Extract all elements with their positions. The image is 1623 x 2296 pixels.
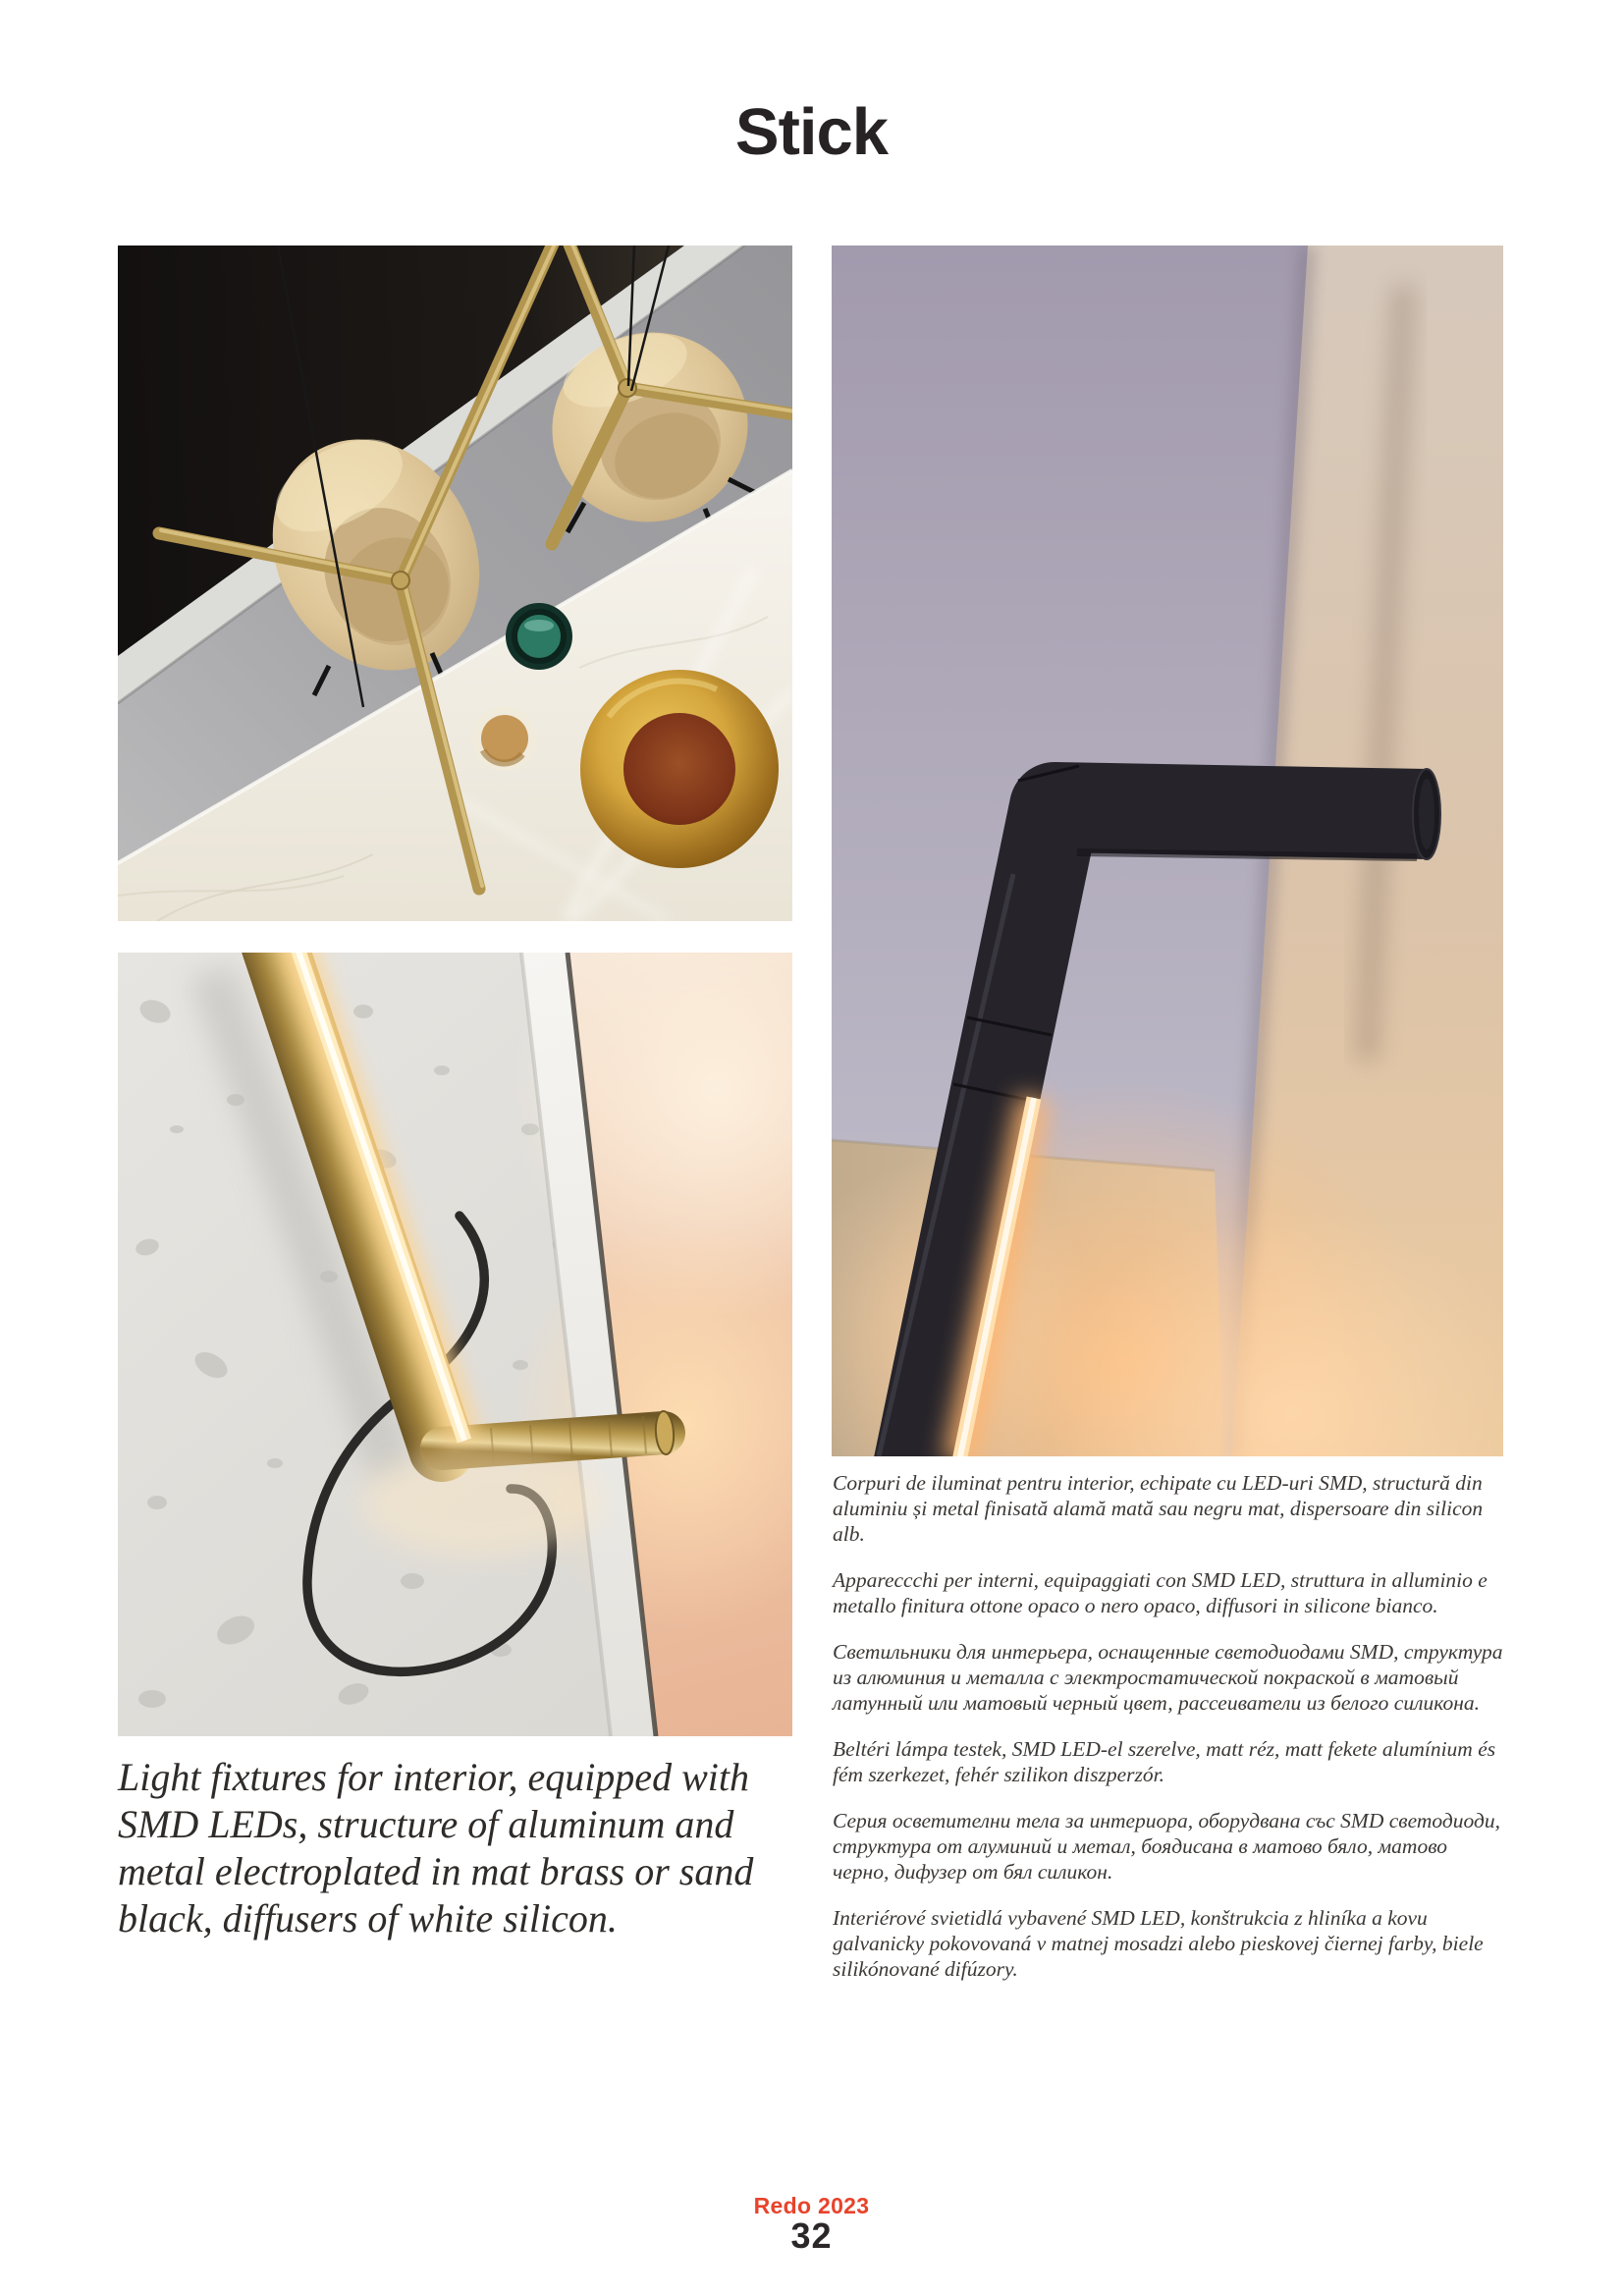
page-footer xyxy=(0,2193,1623,2254)
description-paragraph-ru: Светильники для интерьера, оснащенные светодиодами SMD, структура из алюминия и металла с электростатической покраской в матовый латунный или матовый черный цвет, рассеиватели из белого силикона. xyxy=(833,1640,1503,1715)
description-paragraph-it: Appareccchi per interni, equipaggiati con SMD LED, struttura in alluminio e metallo finitura ottone opaco o nero opaco, diffusori in silicone bianco. xyxy=(833,1568,1488,1617)
photo-pendant-lamp-over-dining-table xyxy=(118,246,792,921)
description-paragraph-ro: Corpuri de iluminat pentru interior, echipate cu LED-uri SMD, structură din aluminiu și metal finisată alamă mată sau negru mat, dispersoare din silicon alb. xyxy=(833,1471,1484,1546)
photo-black-stick-floor-lamp xyxy=(832,246,1503,1456)
page-title: Stick xyxy=(734,95,889,169)
description-paragraph-sk: Interiérové svietidlá vybavené SMD LED, konštrukcia z hliníka a kovu galvanicky pokovovaná v matnej mosadzi alebo pieskovej čiernej farby, biele silikónované difúzory. xyxy=(833,1906,1484,1981)
lead-paragraph: Light fixtures for interior, equipped with SMD LEDs, structure of aluminum and metal electroplated in mat brass or sand black, diffusers of white silicon. xyxy=(118,1755,754,1941)
green-glass-vase xyxy=(506,603,572,670)
brand-label: Redo 2023 xyxy=(753,2193,870,2218)
coffee-cup xyxy=(472,706,537,771)
page-number: 32 xyxy=(790,2215,833,2256)
description-list xyxy=(833,1470,1504,2002)
photo-brass-stick-floor-lamp xyxy=(118,953,792,1736)
gold-plate xyxy=(580,670,779,868)
description-paragraph-bg: Серия осветителни тела за интериора, оборудвана със SMD светодиоди, структура от алуминий и метал, боядисана в матово бяло, матово черно, дифузер от бял силикон. xyxy=(833,1809,1500,1884)
description-paragraph-hu: Beltéri lámpa testek, SMD LED-el szerelve, matt réz, matt fekete alumínium és fém szerkezet, fehér szilikon diszperzór. xyxy=(833,1737,1496,1786)
